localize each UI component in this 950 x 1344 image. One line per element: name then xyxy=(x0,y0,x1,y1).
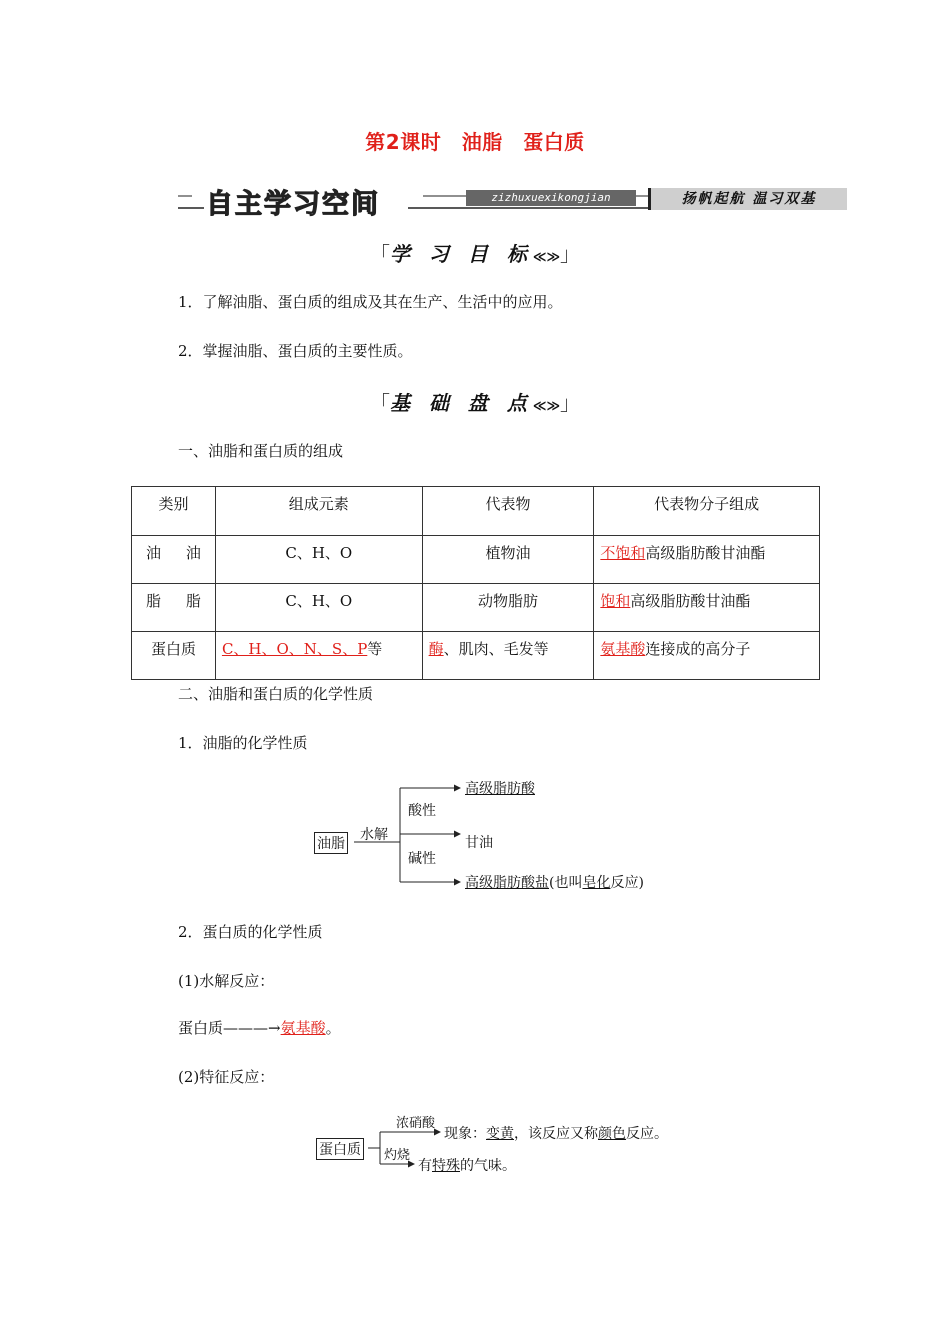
answer-text: 饱和 xyxy=(600,592,631,610)
category-char: 脂 xyxy=(185,592,201,610)
category-cell: 蛋白质 xyxy=(132,632,216,680)
page-title: 第2课时 油脂 蛋白质 xyxy=(365,130,585,154)
answer-text: C、H、O、N、S、P xyxy=(221,640,368,658)
sub1-heading: 1．油脂的化学性质 xyxy=(178,734,308,752)
feature-label: (2)特征反应： xyxy=(178,1068,275,1086)
elements-text: 等 xyxy=(367,640,383,658)
molecule-text: 高级脂肪酸甘油酯 xyxy=(645,544,766,562)
part1-heading: 一、油脂和蛋白质的组成 xyxy=(178,442,344,460)
answer-text: 氨基酸 xyxy=(280,1019,326,1037)
representative-cell: 植物油 xyxy=(422,536,594,584)
elements-cell: C、H、O xyxy=(215,536,422,584)
section-heading-objectives xyxy=(0,238,950,267)
molecule-cell xyxy=(594,632,820,680)
section-heading-text: 学 习 目 标 xyxy=(389,242,533,266)
condition-nitric-acid: 浓硝酸 xyxy=(396,1116,436,1131)
molecule-cell xyxy=(594,584,820,632)
result-text: 现象： xyxy=(444,1126,486,1142)
result-text: 有 xyxy=(418,1158,432,1174)
result-text: ，该反应又称 xyxy=(514,1126,598,1142)
category-cell xyxy=(132,536,216,584)
answer-text: 氨基酸 xyxy=(600,640,646,658)
banner-slogan: 扬帆起航 温习双基 xyxy=(648,188,847,210)
sub2-heading: 2．蛋白质的化学性质 xyxy=(178,923,323,941)
section-heading-basics xyxy=(0,387,950,416)
header-cell: 组成元素 xyxy=(215,487,422,536)
part2-heading: 二、油脂和蛋白质的化学性质 xyxy=(178,685,374,703)
category-char: 脂 xyxy=(146,592,162,610)
table-row xyxy=(132,632,820,680)
table-header-row xyxy=(132,487,820,536)
acidic-label: 酸性 xyxy=(408,803,436,819)
composition-table xyxy=(131,486,820,680)
header-cell: 类别 xyxy=(132,487,216,536)
section-heading-text: 基 础 盘 点 xyxy=(389,391,533,415)
reaction-result-1 xyxy=(444,1123,668,1143)
ornament-icon: ≪≫ xyxy=(532,250,561,265)
elements-cell xyxy=(215,632,422,680)
hydrolysis-label: (1)水解反应： xyxy=(178,972,275,990)
objective-1: 1．了解油脂、蛋白质的组成及其在生产、生活中的应用。 xyxy=(178,293,563,311)
soap-note: (也叫 xyxy=(549,875,583,891)
period: 。 xyxy=(325,1019,341,1037)
product-glycerol: 甘油 xyxy=(465,835,493,851)
bracket-open: 「 xyxy=(369,391,390,415)
representative-text: 、肌肉、毛发等 xyxy=(443,640,549,658)
protein-reaction-diagram xyxy=(312,1110,692,1180)
protein-box: 蛋白质 xyxy=(316,1138,364,1160)
fat-reaction-diagram xyxy=(300,770,700,900)
elements-cell: C、H、O xyxy=(215,584,422,632)
hydrolysis-label: 水解 xyxy=(360,827,388,843)
result-text: 的气味。 xyxy=(460,1158,516,1174)
answer-text: 酶 xyxy=(428,640,444,658)
category-char: 油 xyxy=(146,544,162,562)
fat-box: 油脂 xyxy=(314,832,348,854)
banner-pinyin: zizhuxuexikongjian xyxy=(466,190,636,206)
protein-hydrolysis xyxy=(178,1017,341,1038)
bracket-close: 」 xyxy=(560,242,581,266)
molecule-cell xyxy=(594,536,820,584)
soap-text: 高级脂肪酸盐 xyxy=(465,875,549,891)
bracket-open: 「 xyxy=(369,242,390,266)
basic-label: 碱性 xyxy=(408,851,436,867)
molecule-text: 高级脂肪酸甘油酯 xyxy=(630,592,751,610)
representative-cell: 动物脂肪 xyxy=(422,584,594,632)
category-cell xyxy=(132,584,216,632)
condition-burning: 灼烧 xyxy=(384,1148,411,1163)
soap-note-end: 反应) xyxy=(610,875,644,891)
result-answer: 特殊 xyxy=(432,1158,460,1174)
section-banner xyxy=(178,186,846,220)
protein-text: 蛋白质 xyxy=(178,1019,224,1037)
table-row xyxy=(132,584,820,632)
header-cell: 代表物分子组成 xyxy=(594,487,820,536)
result-answer: 颜色 xyxy=(598,1126,626,1142)
arrow-icon: ———→ xyxy=(223,1019,281,1037)
ornament-icon: ≪≫ xyxy=(532,399,561,414)
answer-text: 不饱和 xyxy=(600,544,646,562)
product-fatty-acid: 高级脂肪酸 xyxy=(465,781,535,797)
representative-cell xyxy=(422,632,594,680)
objective-2: 2．掌握油脂、蛋白质的主要性质。 xyxy=(178,342,413,360)
bracket-close: 」 xyxy=(560,391,581,415)
molecule-text: 连接成的高分子 xyxy=(645,640,751,658)
category-char: 油 xyxy=(185,544,201,562)
reaction-result-2 xyxy=(418,1155,516,1175)
result-answer: 变黄 xyxy=(486,1126,514,1142)
saponification-text: 皂化 xyxy=(582,875,611,891)
product-soap xyxy=(465,872,644,892)
table-row xyxy=(132,536,820,584)
header-cell: 代表物 xyxy=(422,487,594,536)
banner-title: 自主学习空间 xyxy=(206,189,380,220)
result-text: 反应。 xyxy=(626,1126,668,1142)
